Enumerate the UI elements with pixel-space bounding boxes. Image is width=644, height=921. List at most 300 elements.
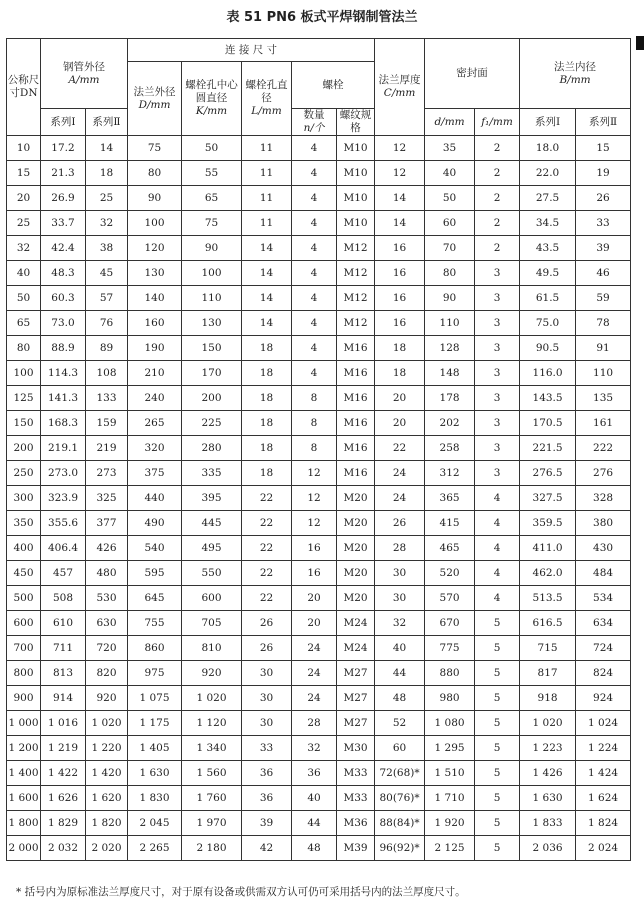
table-cell: 4 (292, 311, 337, 336)
table-cell: 4 (292, 136, 337, 161)
table-cell: 26 (375, 511, 425, 536)
table-cell: 462.0 (520, 561, 576, 586)
table-cell: 159 (86, 411, 128, 436)
table-cell: 88.9 (41, 336, 86, 361)
table-cell: 2 020 (86, 836, 128, 861)
table-cell: 1 295 (425, 736, 475, 761)
header-flange-od: 法兰外径 D/mm (128, 62, 182, 136)
table-cell: 33 (242, 736, 292, 761)
table-cell: 12 (375, 136, 425, 161)
table-cell: 15 (7, 161, 41, 186)
table-cell: M27 (337, 661, 375, 686)
table-cell: 1 020 (86, 711, 128, 736)
table-cell: 2 032 (41, 836, 86, 861)
table-cell: 1 223 (520, 736, 576, 761)
table-cell: 22.0 (520, 161, 576, 186)
table-cell: 44 (375, 661, 425, 686)
table-cell: M20 (337, 511, 375, 536)
table-cell: 250 (7, 461, 41, 486)
table-cell: 20 (292, 611, 337, 636)
table-cell: 128 (425, 336, 475, 361)
table-cell: 430 (576, 536, 631, 561)
table-cell: 65 (7, 311, 41, 336)
table-cell: 273 (86, 461, 128, 486)
table-cell: 5 (475, 811, 520, 836)
table-cell: 75.0 (520, 311, 576, 336)
table-cell: 325 (86, 486, 128, 511)
table-cell: 1 624 (576, 786, 631, 811)
table-cell: 3 (475, 361, 520, 386)
table-cell: 16 (375, 311, 425, 336)
table-cell: 480 (86, 561, 128, 586)
table-cell: 280 (182, 436, 242, 461)
table-cell: 775 (425, 636, 475, 661)
table-cell: 924 (576, 686, 631, 711)
table-cell: 15 (576, 136, 631, 161)
table-cell: 1 829 (41, 811, 86, 836)
table-cell: 630 (86, 611, 128, 636)
table-cell: 12 (292, 511, 337, 536)
edge-mark (636, 36, 644, 50)
table-cell: 33 (576, 211, 631, 236)
table-cell: 328 (576, 486, 631, 511)
table-cell: 2 045 (128, 811, 182, 836)
table-cell: M20 (337, 561, 375, 586)
table-cell: 200 (182, 386, 242, 411)
table-cell: 670 (425, 611, 475, 636)
header-pipe-od: 钢管外径 A/mm (41, 39, 128, 109)
table-cell: 711 (41, 636, 86, 661)
table-cell: M27 (337, 686, 375, 711)
table-cell: 1 420 (86, 761, 128, 786)
table-cell: 35 (425, 136, 475, 161)
table-cell: 645 (128, 586, 182, 611)
table-cell: M12 (337, 311, 375, 336)
footnote: * 括号内为原标准法兰厚度尺寸，对于原有设备或供需双方认可仍可采用括号内的法兰厚度尺寸。 (16, 886, 466, 898)
table-cell: 1 120 (182, 711, 242, 736)
table-cell: 1 200 (7, 736, 41, 761)
table-row (7, 686, 631, 711)
table-row (7, 386, 631, 411)
table-cell: 265 (128, 411, 182, 436)
table-cell: 11 (242, 211, 292, 236)
table-cell: 359.5 (520, 511, 576, 536)
table-cell: 110 (576, 361, 631, 386)
table-cell: 1 016 (41, 711, 86, 736)
table-cell: 457 (41, 561, 86, 586)
table-cell: 406.4 (41, 536, 86, 561)
table-cell: 143.5 (520, 386, 576, 411)
table-row (7, 736, 631, 761)
table-cell: 16 (375, 261, 425, 286)
table-cell: 22 (375, 436, 425, 461)
table-cell: 14 (375, 186, 425, 211)
table-cell: 140 (128, 286, 182, 311)
table-cell: 80 (7, 336, 41, 361)
table-cell: 4 (292, 336, 337, 361)
table-cell: 327.5 (520, 486, 576, 511)
table-cell: 495 (182, 536, 242, 561)
table-cell: 17.2 (41, 136, 86, 161)
table-cell: 18 (86, 161, 128, 186)
table-cell: 150 (182, 336, 242, 361)
table-row (7, 361, 631, 386)
table-cell: 32 (7, 236, 41, 261)
table-cell: 4 (292, 361, 337, 386)
table-cell: 42.4 (41, 236, 86, 261)
table-cell: 178 (425, 386, 475, 411)
table-row (7, 211, 631, 236)
table-cell: 22 (242, 486, 292, 511)
table-row (7, 786, 631, 811)
table-row (7, 286, 631, 311)
table-cell: M20 (337, 536, 375, 561)
table-cell: M16 (337, 386, 375, 411)
table-cell: 415 (425, 511, 475, 536)
table-cell: 14 (242, 261, 292, 286)
table-cell: 12 (375, 161, 425, 186)
table-cell: 4 (475, 486, 520, 511)
table-cell: 2 (475, 161, 520, 186)
table-cell: 16 (375, 286, 425, 311)
table-cell: 150 (7, 411, 41, 436)
table-cell: 32 (292, 736, 337, 761)
table-row (7, 336, 631, 361)
table-cell: 880 (425, 661, 475, 686)
table-cell: 513.5 (520, 586, 576, 611)
table-cell: 490 (128, 511, 182, 536)
table-cell: 1 424 (576, 761, 631, 786)
table-cell: 39 (242, 811, 292, 836)
table-cell: 1 970 (182, 811, 242, 836)
table-cell: 10 (7, 136, 41, 161)
table-row (7, 311, 631, 336)
table-cell: 11 (242, 186, 292, 211)
table-row (7, 636, 631, 661)
table-cell: 110 (182, 286, 242, 311)
table-row (7, 761, 631, 786)
table-cell: 8 (292, 411, 337, 436)
table-cell: 11 (242, 136, 292, 161)
table-cell: 148 (425, 361, 475, 386)
table-cell: 540 (128, 536, 182, 561)
table-cell: 90 (182, 236, 242, 261)
table-cell: 2 265 (128, 836, 182, 861)
table-cell: 44 (292, 811, 337, 836)
table-body (7, 136, 631, 861)
table-cell: 60.3 (41, 286, 86, 311)
table-cell: M12 (337, 236, 375, 261)
table-cell: 18 (242, 461, 292, 486)
table-cell: 817 (520, 661, 576, 686)
table-cell: 3 (475, 261, 520, 286)
table-caption: 表 51 PN6 板式平焊钢制管法兰 (226, 10, 418, 25)
table-cell: 1 175 (128, 711, 182, 736)
table-cell: 5 (475, 661, 520, 686)
table-cell: 125 (7, 386, 41, 411)
table-cell: 28 (292, 711, 337, 736)
table-row (7, 711, 631, 736)
table-cell: 2 024 (576, 836, 631, 861)
table-cell: 130 (182, 311, 242, 336)
table-cell: 1 405 (128, 736, 182, 761)
table-row (7, 561, 631, 586)
table-cell: 1 626 (41, 786, 86, 811)
table-cell: 550 (182, 561, 242, 586)
table-cell: 24 (292, 636, 337, 661)
header-dn: 公称尺寸DN (7, 39, 41, 136)
table-cell: 1 620 (86, 786, 128, 811)
table-cell: 43.5 (520, 236, 576, 261)
table-cell: 89 (86, 336, 128, 361)
table-cell: 36 (242, 761, 292, 786)
table-cell: 170 (182, 361, 242, 386)
table-row (7, 811, 631, 836)
table-cell: 135 (576, 386, 631, 411)
table-cell: M10 (337, 211, 375, 236)
table-cell: 5 (475, 636, 520, 661)
table-cell: 91 (576, 336, 631, 361)
table-cell: M33 (337, 761, 375, 786)
table-cell: 2 125 (425, 836, 475, 861)
table-cell: 914 (41, 686, 86, 711)
header-bore-s1: 系列Ⅰ (520, 109, 576, 136)
table-cell: 240 (128, 386, 182, 411)
table-cell: 50 (425, 186, 475, 211)
table-cell: 4 (475, 586, 520, 611)
table-cell: 21.3 (41, 161, 86, 186)
table-cell: 813 (41, 661, 86, 686)
table-cell: 18 (242, 436, 292, 461)
table-row (7, 411, 631, 436)
table-cell: 30 (375, 586, 425, 611)
table-cell: 755 (128, 611, 182, 636)
table-cell: 1 760 (182, 786, 242, 811)
table-cell: 355.6 (41, 511, 86, 536)
table-cell: 80(76)* (375, 786, 425, 811)
table-cell: M36 (337, 811, 375, 836)
table-cell: 12 (292, 486, 337, 511)
table-cell: 1 920 (425, 811, 475, 836)
table-cell: 445 (182, 511, 242, 536)
table-cell: 375 (128, 461, 182, 486)
table-cell: M39 (337, 836, 375, 861)
table-cell: 1 833 (520, 811, 576, 836)
table-row (7, 161, 631, 186)
table-cell: 273.0 (41, 461, 86, 486)
table-cell: 14 (86, 136, 128, 161)
table-cell: 4 (292, 261, 337, 286)
table-cell: 610 (41, 611, 86, 636)
table-cell: 30 (242, 711, 292, 736)
table-cell: 411.0 (520, 536, 576, 561)
table-cell: 120 (128, 236, 182, 261)
table-cell: 70 (425, 236, 475, 261)
header-bolt-thread: 螺纹规格 (337, 109, 375, 136)
table-cell: 4 (475, 511, 520, 536)
table-cell: 18 (242, 411, 292, 436)
header-bolt-hole: 螺栓孔直径 L/mm (242, 62, 292, 136)
table-cell: 48 (292, 836, 337, 861)
table-cell: 380 (576, 511, 631, 536)
table-cell: 24 (292, 661, 337, 686)
table-cell: 32 (86, 211, 128, 236)
table-cell: 26 (576, 186, 631, 211)
table-cell: 1 400 (7, 761, 41, 786)
table-cell: 168.3 (41, 411, 86, 436)
table-cell: 3 (475, 411, 520, 436)
table-cell: 1 426 (520, 761, 576, 786)
table-cell: 4 (292, 286, 337, 311)
table-cell: 4 (292, 186, 337, 211)
table-cell: 96(92)* (375, 836, 425, 861)
table-cell: 616.5 (520, 611, 576, 636)
table-cell: 1 219 (41, 736, 86, 761)
table-cell: 160 (128, 311, 182, 336)
table-cell: 1 340 (182, 736, 242, 761)
table-cell: 300 (7, 486, 41, 511)
table-cell: 5 (475, 761, 520, 786)
table-cell: 4 (475, 561, 520, 586)
table-cell: M10 (337, 161, 375, 186)
table-cell: M27 (337, 711, 375, 736)
table-cell: 484 (576, 561, 631, 586)
table-row (7, 511, 631, 536)
table-cell: M30 (337, 736, 375, 761)
table-cell: M12 (337, 286, 375, 311)
table-cell: 221.5 (520, 436, 576, 461)
table-cell: 76 (86, 311, 128, 336)
table-cell: M16 (337, 436, 375, 461)
table-cell: 45 (86, 261, 128, 286)
table-cell: 1 630 (128, 761, 182, 786)
table-cell: 2 (475, 236, 520, 261)
table-cell: 27.5 (520, 186, 576, 211)
table-cell: 320 (128, 436, 182, 461)
header-bore: 法兰内径 B/mm (520, 39, 631, 109)
table-cell: 377 (86, 511, 128, 536)
table-cell: 920 (182, 661, 242, 686)
table-cell: 3 (475, 461, 520, 486)
table-cell: 5 (475, 711, 520, 736)
table-cell: 26 (242, 636, 292, 661)
table-cell: 25 (7, 211, 41, 236)
table-cell: 4 (292, 236, 337, 261)
table-cell: 276 (576, 461, 631, 486)
table-row (7, 611, 631, 636)
table-cell: 26.9 (41, 186, 86, 211)
table-cell: 5 (475, 736, 520, 761)
table-cell: 2 (475, 186, 520, 211)
table-cell: 5 (475, 836, 520, 861)
table-cell: 18 (375, 361, 425, 386)
table-cell: 75 (182, 211, 242, 236)
table-cell: 90.5 (520, 336, 576, 361)
table-cell: 715 (520, 636, 576, 661)
table-cell: 24 (375, 486, 425, 511)
table-cell: 1 600 (7, 786, 41, 811)
table-cell: 700 (7, 636, 41, 661)
table-cell: 595 (128, 561, 182, 586)
table-cell: 14 (242, 311, 292, 336)
header-series2: 系列Ⅱ (86, 109, 128, 136)
table-cell: 80 (425, 261, 475, 286)
table-cell: 258 (425, 436, 475, 461)
table-cell: 335 (182, 461, 242, 486)
header-seal: 密封面 (425, 39, 520, 109)
table-cell: 75 (128, 136, 182, 161)
table-cell: 225 (182, 411, 242, 436)
table-cell: 11 (242, 161, 292, 186)
table-cell: M16 (337, 361, 375, 386)
table-cell: M12 (337, 261, 375, 286)
table-cell: 920 (86, 686, 128, 711)
table-cell: 918 (520, 686, 576, 711)
table-cell: 202 (425, 411, 475, 436)
table-cell: 3 (475, 286, 520, 311)
header-series1: 系列Ⅰ (41, 109, 86, 136)
table-cell: 3 (475, 311, 520, 336)
table-cell: 4 (475, 536, 520, 561)
table-cell: 22 (242, 536, 292, 561)
table-cell: 36 (242, 786, 292, 811)
table-cell: 100 (128, 211, 182, 236)
table-cell: 141.3 (41, 386, 86, 411)
table-cell: 190 (128, 336, 182, 361)
table-cell: 2 (475, 211, 520, 236)
table-cell: 80 (128, 161, 182, 186)
table-cell: 1 220 (86, 736, 128, 761)
table-cell: 30 (242, 686, 292, 711)
table-cell: 57 (86, 286, 128, 311)
table-row (7, 261, 631, 286)
table-cell: 705 (182, 611, 242, 636)
table-cell: 61.5 (520, 286, 576, 311)
table-cell: 2 036 (520, 836, 576, 861)
table-cell: 820 (86, 661, 128, 686)
table-cell: 52 (375, 711, 425, 736)
table-cell: 90 (128, 186, 182, 211)
table-cell: 1 630 (520, 786, 576, 811)
flange-table (6, 38, 631, 861)
table-cell: M10 (337, 186, 375, 211)
table-cell: 40 (425, 161, 475, 186)
table-cell: 48 (375, 686, 425, 711)
table-cell: M16 (337, 336, 375, 361)
table-cell: 1 020 (520, 711, 576, 736)
table-cell: 395 (182, 486, 242, 511)
table-cell: 1 000 (7, 711, 41, 736)
table-cell: 5 (475, 611, 520, 636)
table-cell: 28 (375, 536, 425, 561)
table-cell: 312 (425, 461, 475, 486)
table-cell: 426 (86, 536, 128, 561)
table-cell: 73.0 (41, 311, 86, 336)
table-cell: 1 560 (182, 761, 242, 786)
table-cell: 170.5 (520, 411, 576, 436)
table-cell: 22 (242, 586, 292, 611)
table-row (7, 186, 631, 211)
table-cell: 1 075 (128, 686, 182, 711)
table-cell: 42 (242, 836, 292, 861)
table-cell: 2 (475, 136, 520, 161)
table-cell: 20 (375, 386, 425, 411)
table-cell: 8 (292, 386, 337, 411)
table-cell: 365 (425, 486, 475, 511)
table-cell: 500 (7, 586, 41, 611)
header-bolt-circle: 螺栓孔中心圆直径 K/mm (182, 62, 242, 136)
table-cell: 33.7 (41, 211, 86, 236)
